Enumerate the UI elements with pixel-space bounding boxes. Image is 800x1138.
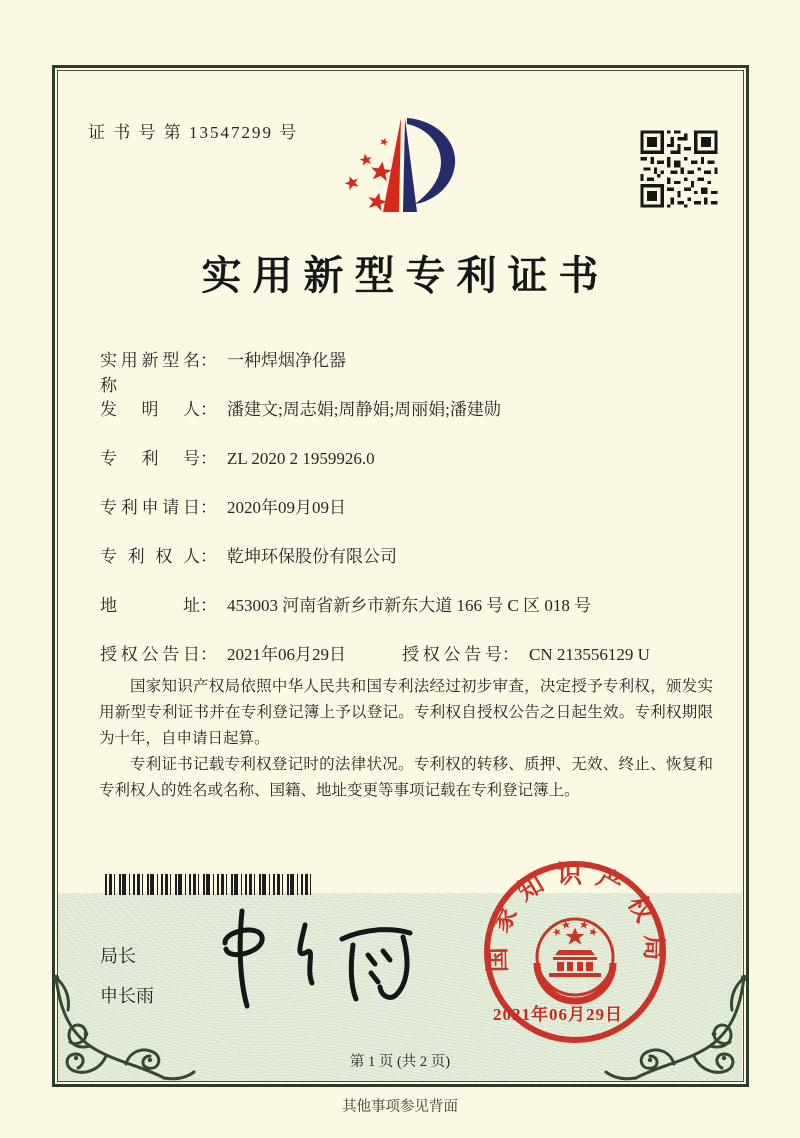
field-row-address [100,591,714,615]
director-signature [205,903,420,1011]
field-row-inventors [100,395,714,419]
certificate-title: 实用新型专利证书 [201,253,610,298]
grant-date-value: 2021年06月29日 [227,645,346,664]
field-row-filing-date [100,493,714,517]
field-row-grant [100,640,714,664]
field-colon: ： [502,645,519,664]
field-label: 实用新型名称 [100,351,200,395]
field-colon: ： [200,596,217,615]
director-block [100,936,154,1016]
field-colon: ： [200,351,217,370]
grant-date-label: 授权公告日 [100,645,200,664]
cnipa-logo [335,106,465,232]
field-colon: ： [200,449,217,468]
field-colon: ： [200,645,217,664]
field-value: 乾坤环保股份有限公司 [227,547,397,566]
back-note: 其他事项参见背面 [342,1099,458,1115]
field-value: 一种焊烟净化器 [227,351,346,370]
cnipa-seal [478,855,673,1055]
field-label: 发明人 [100,400,200,419]
qr-code [637,127,721,211]
field-colon: ： [200,547,217,566]
legal-paragraph-1: 国家知识产权局依照中华人民共和国专利法经过初步审查，决定授予专利权，颁发实用新型专利证书并在专利登记簿上予以登记。专利权自授权公告之日起生效。专利权期限为十年，自申请日起算。 [99,678,713,747]
legal-paragraph-2: 专利证书记载专利权登记时的法律状况。专利权的转移、质押、无效、终止、恢复和专利权人的姓名或名称、国籍、地址变更等事项记载在专利登记簿上。 [99,756,713,799]
field-row-patentee [100,542,714,566]
director-name: 申长雨 [100,986,154,1006]
field-label: 地址 [100,596,200,615]
barcode [105,874,311,895]
field-value: 2020年09月09日 [227,498,346,517]
legal-text [99,674,713,804]
field-value: 潘建文;周志娟;周静娟;周丽娟;潘建勋 [227,400,501,419]
field-row-patent-number [100,444,714,468]
field-label: 专利权人 [100,547,200,566]
field-label: 专利申请日 [100,498,200,517]
field-colon: ： [200,400,217,419]
field-list [100,346,714,689]
field-value: 453003 河南省新乡市新东大道 166 号 C 区 018 号 [227,596,592,615]
field-colon: ： [200,498,217,517]
grant-number-label: 授权公告号 [402,645,502,664]
field-value: ZL 2020 2 1959926.0 [227,449,375,468]
field-label: 专利号 [100,449,200,468]
field-row-type-name [100,346,714,395]
page-number: 第 1 页 (共 2 页) [349,1054,451,1070]
seal-date: 2021年06月29日 [493,1005,623,1024]
svg-text:国家知识产权局: 国家知识产权局 [484,861,667,973]
grant-number-value: CN 213556129 U [529,645,650,664]
certificate-number: 证 书 号 第 13547299 号 [88,123,299,142]
director-title: 局长 [100,946,136,966]
